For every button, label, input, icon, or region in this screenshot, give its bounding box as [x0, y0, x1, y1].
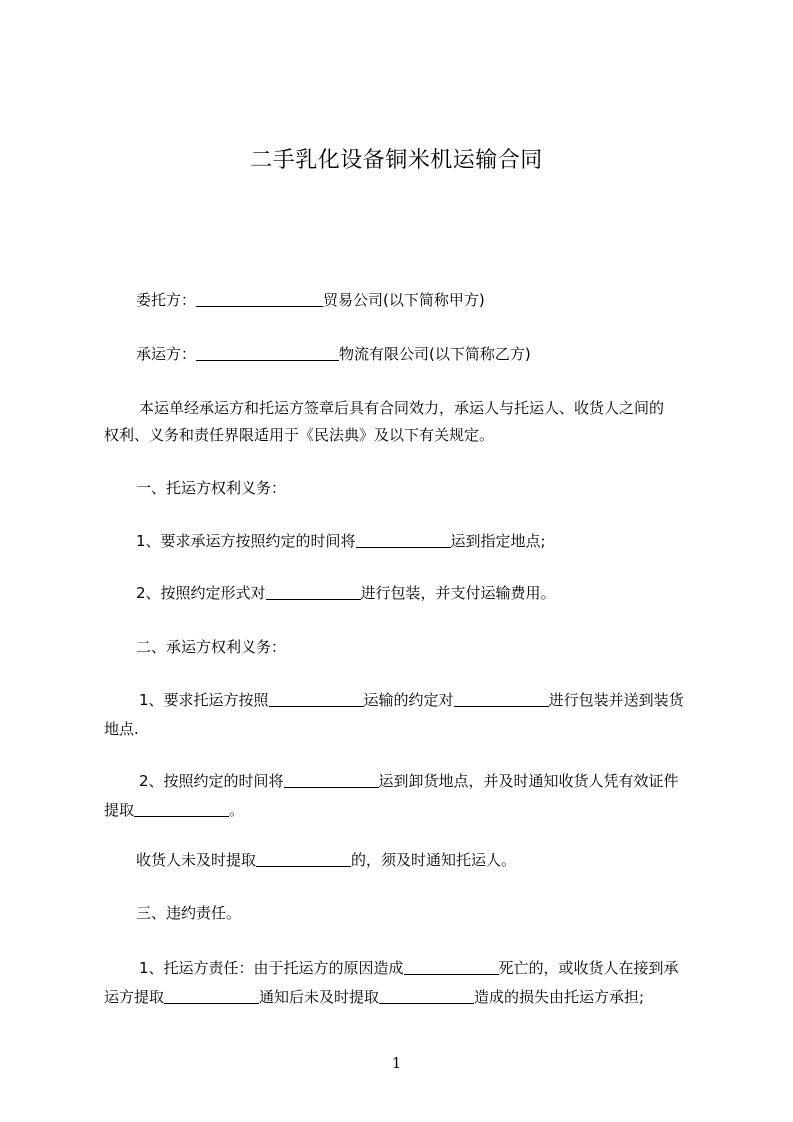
s2-item1-blank-2 — [454, 690, 549, 707]
party-a-suffix: 贸易公司(以下简称甲方) — [323, 291, 485, 309]
section-3-heading: 三、违约责任。 — [136, 904, 242, 922]
section-3-item-1-cont — [104, 982, 714, 1012]
s2-item2-blank-2 — [134, 800, 229, 817]
party-b-line — [104, 339, 746, 369]
party-a-label: 委托方： — [136, 291, 197, 309]
s2-item2-blank-1 — [284, 771, 379, 788]
section-1-item-2 — [104, 578, 746, 608]
intro-line-2: 权利、义务和责任界限适用于《民法典》及以下有关规定。 — [104, 426, 495, 444]
section-2-item-2-cont — [104, 795, 714, 825]
s1-item2-pre: 2、按照约定形式对 — [136, 584, 266, 602]
s2-item3-post: 的，须及时通知托运人。 — [351, 851, 517, 869]
s1-item1-pre: 1、要求承运方按照约定的时间将 — [136, 532, 356, 550]
s2-item3-pre: 收货人未及时提取 — [136, 851, 257, 869]
s3-item1-pre: 1、托运方责任：由于托运方的原因造成 — [139, 959, 404, 977]
s2-item1-post: 进行包装并送到装货 — [548, 691, 684, 709]
s2-item3-blank — [256, 850, 351, 867]
party-b-blank — [196, 344, 339, 361]
s1-item2-blank — [266, 583, 361, 600]
s2-item2-line2-pre: 提取 — [104, 801, 135, 819]
s2-item1-pre: 1、要求托运方按照 — [139, 691, 269, 709]
section-2-item-1-cont: 地点. — [104, 720, 139, 738]
s3-item1-line2-mid: 通知后未及时提取 — [259, 988, 380, 1006]
section-2-item-3 — [104, 845, 746, 875]
section-2-item-2 — [104, 766, 749, 796]
section-2-heading: 二、承运方权利义务： — [136, 638, 287, 656]
document-title: 二手乳化设备铜米机运输合同 — [250, 148, 543, 173]
s3-item1-line2-post: 造成的损失由托运方承担; — [474, 988, 645, 1006]
s3-item1-blank-2 — [164, 987, 259, 1004]
section-1-item-1 — [104, 526, 746, 556]
party-b-suffix: 物流有限公司(以下简称乙方) — [339, 345, 531, 363]
section-3-item-1 — [104, 953, 749, 983]
s3-item1-blank-1 — [404, 958, 499, 975]
s1-item1-post: 运到指定地点; — [450, 532, 546, 550]
s2-item2-post: 运到卸货地点，并及时通知收货人凭有效证件 — [378, 772, 679, 790]
section-1-heading: 一、托运方权利义务： — [136, 479, 287, 497]
s2-item2-pre: 2、按照约定的时间将 — [139, 772, 284, 790]
party-a-blank — [196, 290, 323, 307]
s1-item2-post: 进行包装，并支付运输费用。 — [360, 584, 556, 602]
s2-item1-mid: 运输的约定对 — [363, 691, 454, 709]
party-a-line — [104, 285, 746, 315]
s3-item1-blank-3 — [379, 987, 474, 1004]
section-2-item-1 — [104, 685, 749, 715]
s1-item1-blank — [356, 531, 451, 548]
page-number: 1 — [391, 1054, 402, 1072]
s3-item1-post: 死亡的，或收货人在接到承 — [498, 959, 679, 977]
s2-item2-line2-post: 。 — [229, 801, 245, 819]
s3-item1-line2-pre: 运方提取 — [104, 988, 165, 1006]
s2-item1-blank-1 — [269, 690, 364, 707]
intro-line-1: 本运单经承运方和托运方签章后具有合同效力，承运人与托运人、收货人之间的 — [139, 399, 665, 417]
party-b-label: 承运方： — [136, 345, 197, 363]
